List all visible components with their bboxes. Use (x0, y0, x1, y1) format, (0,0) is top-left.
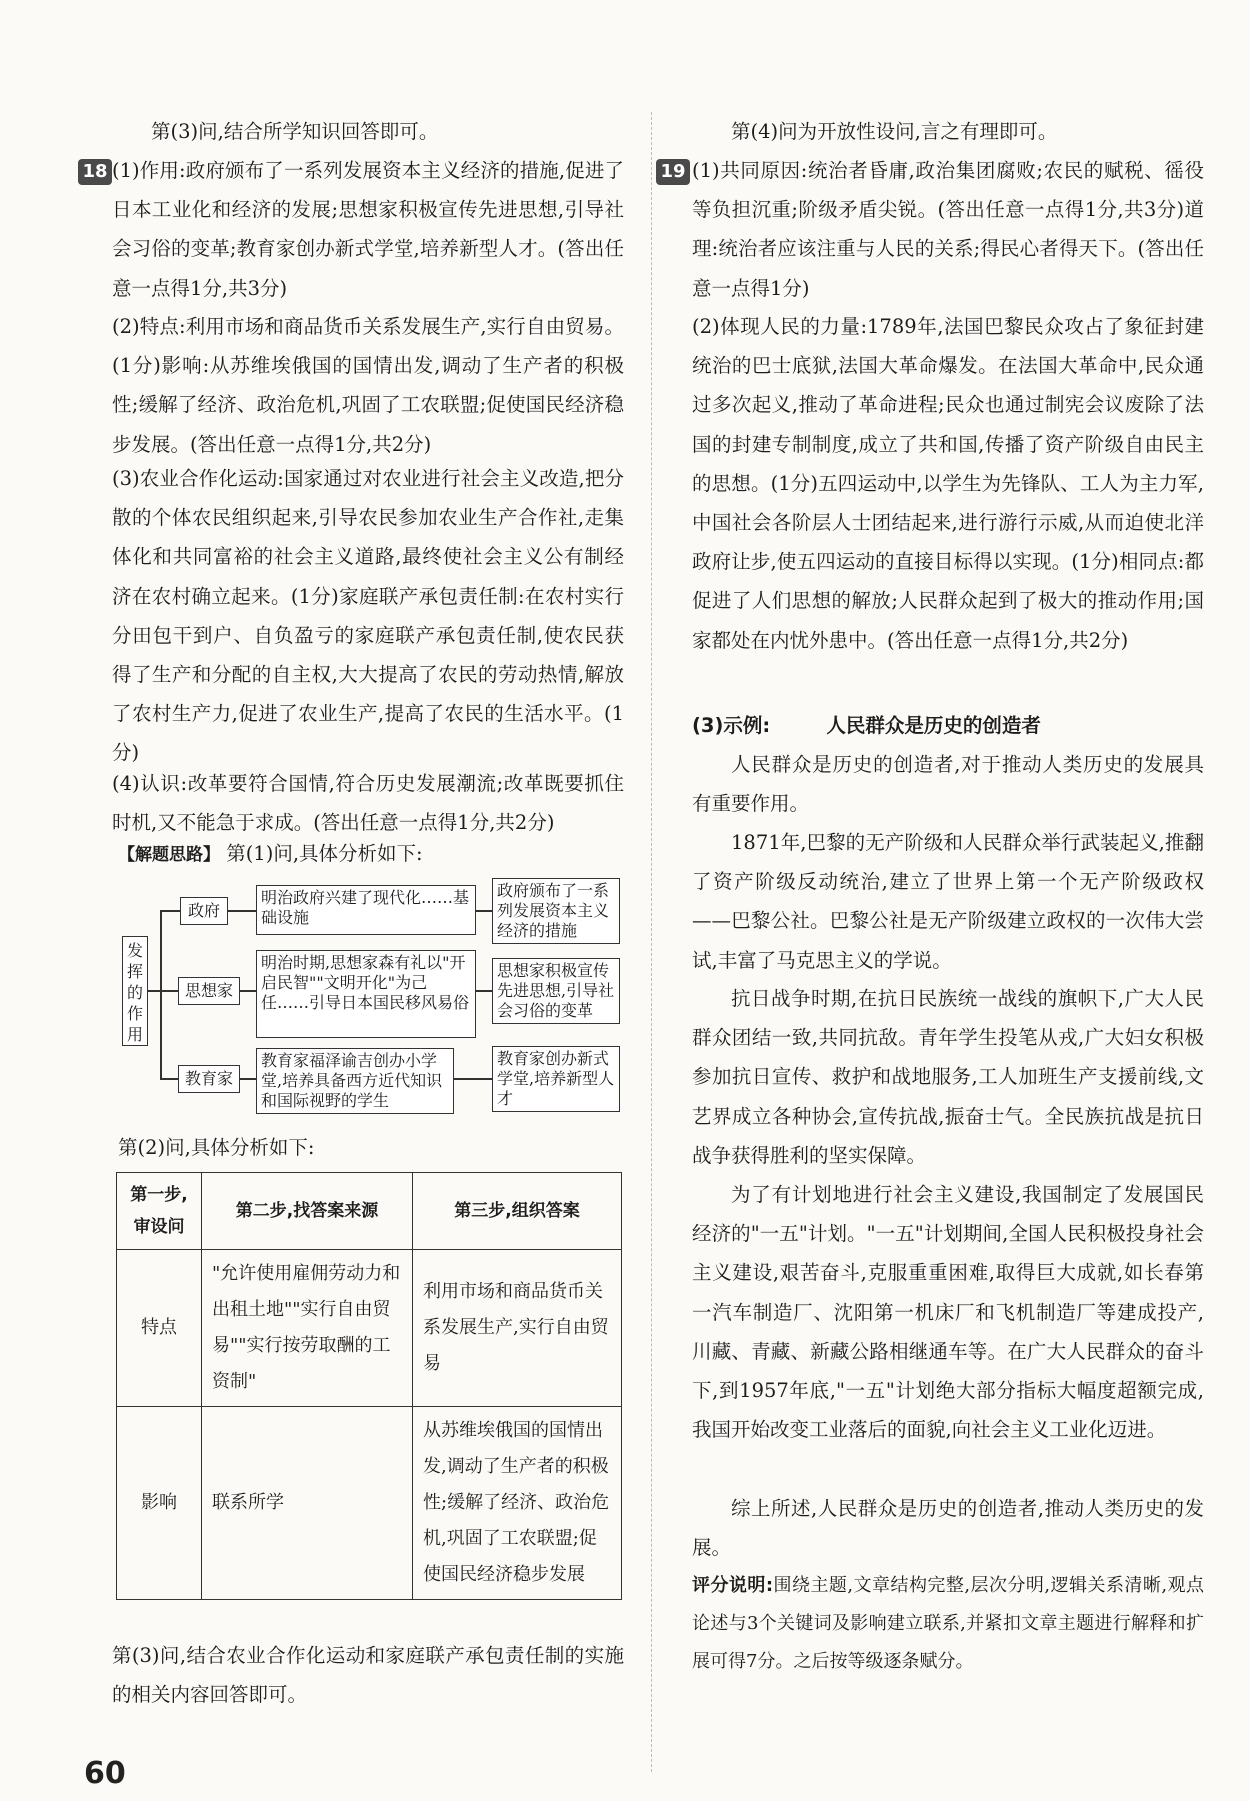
essay-paragraph: 为了有计划地进行社会主义建设,我国制定了发展国民经济的"一五"计划。"一五"计划期间,全国人民积极投身社会主义建设,艰苦奋斗,克服重重困难,取得巨大成就,如长春第一汽车制造厂、沈阳第一机床厂和飞机制造厂等建成投产,川藏、青藏、新藏公路相继通车等。在广大人民群众的奋斗下,到1957年底,"一五"计划绝大部分指标大幅度超额完成,我国开始改变工业落后的面貌,向社会主义工业化迈进。 (692, 1183, 1204, 1442)
diagram-result-educators: 教育家创办新式学堂,培养新型人才 (492, 1046, 620, 1112)
diagram-root: 发挥的作用 (122, 936, 148, 1046)
essay-paragraph: 抗日战争时期,在抗日民族统一战线的旗帜下,广大人民群众团结一致,共同抗敌。青年学生投笔从戎,广大妇女积极参加抗日宣传、救护和战地服务,工人加班生产支援前线,文艺界成立各种协会,宣传抗战,振奋士气。全民族抗战是抗日战争获得胜利的坚实保障。 (692, 987, 1204, 1167)
q2-analysis-table (116, 1172, 622, 1600)
diagram-branch-government: 政府 (180, 897, 228, 925)
scoring-note (692, 1567, 1204, 1681)
diagram-result-thinkers: 思想家积极宣传先进思想,引导社会习俗的变革 (492, 958, 620, 1024)
analysis-heading (118, 834, 630, 875)
diagram-connector (160, 1078, 180, 1080)
table-cell: 特点 (117, 1250, 202, 1407)
diagram-connector (454, 1078, 492, 1080)
diagram-connector (160, 990, 180, 992)
q18-answer-1: (1)作用:政府颁布了一系列发展资本主义经济的措施,促进了日本工业化和经济的发展;思想家积极宣传先进思想,引导社会习俗的变革;教育家创办新式学堂,培养新型人才。(答出任意一点得1分,共3分) (112, 159, 624, 300)
table-cell: 利用市场和商品货币关系发展生产,实行自由贸易 (413, 1250, 622, 1407)
diagram-result-government: 政府颁布了一系列发展资本主义经济的措施 (492, 878, 620, 944)
diagram-connector (240, 990, 256, 992)
table-row (117, 1250, 622, 1407)
diagram-connector (228, 910, 256, 912)
question-18-badge: 18 (78, 159, 112, 185)
column-divider (651, 112, 652, 1772)
analysis-intro: 第(1)问,具体分析如下: (226, 842, 423, 865)
q19-answer-3-label: (3)示例: (692, 714, 771, 737)
diagram-connector (160, 910, 180, 912)
diagram-branch-educators: 教育家 (178, 1065, 240, 1093)
essay-title: 人民群众是历史的创造者 (826, 714, 1041, 737)
diagram-connector (476, 990, 492, 992)
diagram-middle-thinkers: 明治时期,思想家森有礼以"开启民智""文明开化"为己任……引导日本国民移风易俗 (256, 950, 476, 1038)
q19-answer-3-heading (692, 706, 1204, 745)
diagram-connector (240, 1078, 256, 1080)
table-header: 第二步,找答案来源 (202, 1173, 413, 1250)
q2-analysis-intro: 第(2)问,具体分析如下: (118, 1136, 315, 1159)
table-cell: "允许使用雇佣劳动力和出租土地""实行自由贸易""实行按劳取酬的工资制" (202, 1250, 413, 1407)
diagram-middle-educators: 教育家福泽谕吉创办小学堂,培养具备西方近代知识和国际视野的学生 (256, 1048, 454, 1114)
q18-answer-4: (4)认识:改革要符合国情,符合历史发展潮流;改革既要抓住时机,又不能急于求成。(答出任意一点得1分,共2分) (112, 772, 624, 835)
diagram-connector (476, 910, 492, 912)
diagram-branch-thinkers: 思想家 (178, 977, 240, 1005)
diagram-connector (160, 910, 162, 1080)
q18-answer-3: (3)农业合作化运动:国家通过对农业进行社会主义改造,把分散的个体农民组织起来,引导农民参加农业生产合作社,走集体化和共同富裕的社会主义道路,最终使社会主义公有制经济在农村确立起来。(1分)家庭联产承包责任制:在农村实行分田包干到户、自负盈亏的家庭联产承包责任制,使农民获得了生产和分配的自主权,大大提高了农民的劳动热情,解放了农村生产力,促进了农业生产,提高了农民的生活水平。(1分) (112, 467, 624, 765)
scoring-label: 评分说明: (692, 1575, 774, 1596)
q3-note: 第(3)问,结合农业合作化运动和家庭联产承包责任制的实施的相关内容回答即可。 (112, 1644, 624, 1707)
table-row (117, 1407, 622, 1600)
essay-paragraph: 人民群众是历史的创造者,对于推动人类历史的发展具有重要作用。 (692, 753, 1204, 816)
scoring-text: 围绕主题,文章结构完整,层次分明,逻辑关系清晰,观点论述与3个关键词及影响建立联系,并紧扣文章主题进行解释和扩展可得7分。之后按等级逐条赋分。 (692, 1575, 1204, 1672)
table-cell: 联系所学 (202, 1407, 413, 1600)
analysis-label: 【解题思路】 (118, 845, 220, 865)
table-header: 第三步,组织答案 (413, 1173, 622, 1250)
table-header: 第一步,审设问 (117, 1173, 202, 1250)
diagram-middle-government: 明治政府兴建了现代化……基础设施 (256, 885, 476, 935)
question-19-badge: 19 (656, 159, 690, 185)
q19-answer-2: (2)体现人民的力量:1789年,法国巴黎民众攻占了象征封建统治的巴士底狱,法国大革命爆发。在法国大革命中,民众通过多次起义,推动了革命进程;民众也通过制宪会议废除了法国的封建专制制度,成立了共和国,传播了资产阶级自由民主的思想。(1分)五四运动中,以学生为先锋队、工人为主力军,中国社会各阶层人士团结起来,进行游行示威,从而迫使北洋政府让步,使五四运动的直接目标得以实现。(1分)相同点:都促进了人们思想的解放;人民群众起到了极大的推动作用;国家都处在内忧外患中。(答出任意一点得1分,共2分) (692, 315, 1204, 652)
diagram-connector (148, 990, 160, 992)
table-cell: 影响 (117, 1407, 202, 1600)
table-header-row (117, 1173, 622, 1250)
table-cell: 从苏维埃俄国的国情出发,调动了生产者的积极性;缓解了经济、政治危机,巩固了工农联盟;促使国民经济稳步发展 (413, 1407, 622, 1600)
page-number: 60 (84, 1756, 126, 1791)
q18-answer-2: (2)特点:利用市场和商品货币关系发展生产,实行自由贸易。(1分)影响:从苏维埃俄国的国情出发,调动了生产者的积极性;缓解了经济、政治危机,巩固了工农联盟;促使国民经济稳步发展。(答出任意一点得1分,共2分) (112, 315, 624, 456)
q19-answer-1: (1)共同原因:统治者昏庸,政治集团腐败;农民的赋税、徭役等负担沉重;阶级矛盾尖锐。(答出任意一点得1分,共3分)道理:统治者应该注重与人民的关系;得民心者得天下。(答出任意一点得1分) (692, 159, 1204, 300)
right-intro: 第(4)问为开放性设问,言之有理即可。 (731, 120, 1058, 143)
left-intro: 第(3)问,结合所学知识回答即可。 (151, 120, 439, 143)
essay-paragraph: 1871年,巴黎的无产阶级和人民群众举行武装起义,推翻了资产阶级反动统治,建立了世界上第一个无产阶级政权——巴黎公社。巴黎公社是无产阶级建立政权的一次伟大尝试,丰富了马克思主义的学说。 (692, 831, 1204, 972)
essay-paragraph: 综上所述,人民群众是历史的创造者,推动人类历史的发展。 (692, 1497, 1204, 1560)
